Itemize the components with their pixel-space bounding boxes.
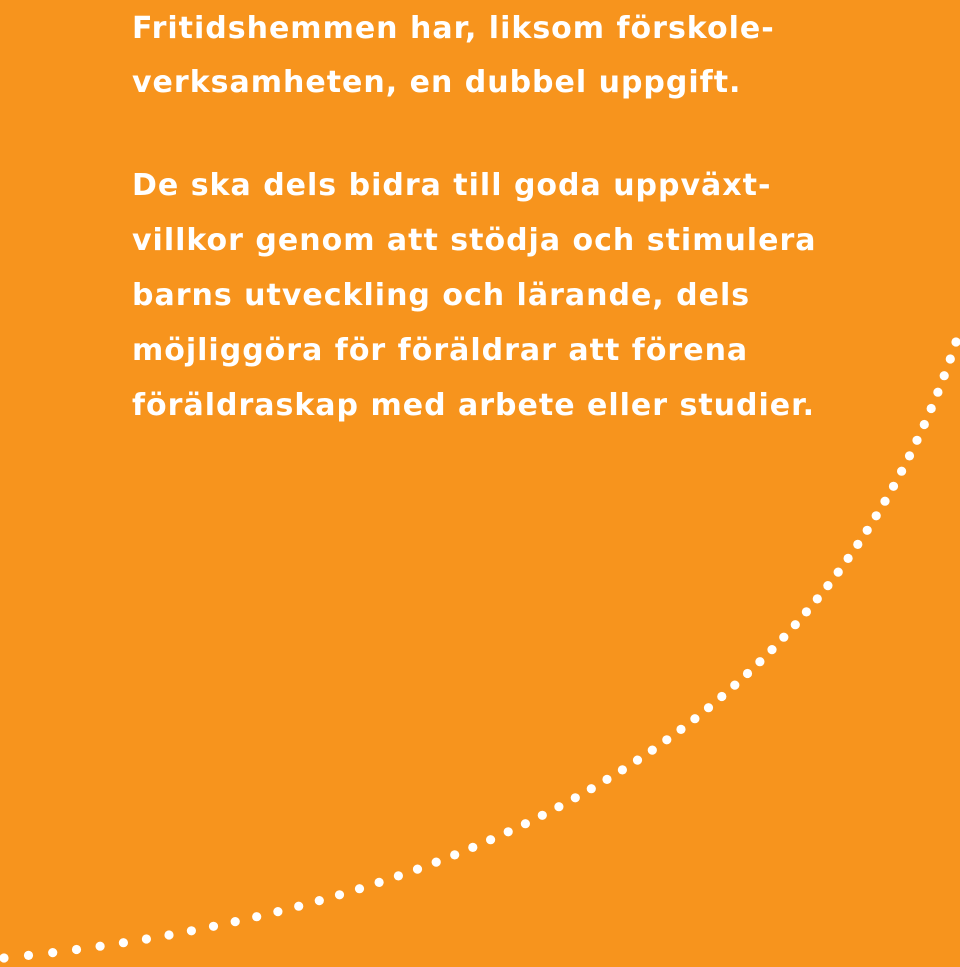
arc-dot xyxy=(0,953,9,962)
arc-dot xyxy=(791,620,800,629)
arc-dot xyxy=(554,802,563,811)
body-paragraph xyxy=(132,158,932,433)
arc-dot xyxy=(730,681,739,690)
arc-dot xyxy=(946,354,955,363)
arc-dot xyxy=(209,922,218,931)
arc-dot xyxy=(648,746,657,755)
arc-dot xyxy=(273,907,282,916)
arc-dot xyxy=(142,934,151,943)
arc-dot xyxy=(823,581,832,590)
arc-dot xyxy=(704,703,713,712)
arc-dot xyxy=(504,827,513,836)
arc-dot xyxy=(602,775,611,784)
arc-dot xyxy=(889,482,898,491)
arc-dot xyxy=(119,938,128,947)
arc-dot xyxy=(432,858,441,867)
arc-dot xyxy=(802,607,811,616)
arc-dot xyxy=(863,526,872,535)
intro-paragraph xyxy=(132,2,932,110)
arc-dot xyxy=(813,594,822,603)
arc-dot xyxy=(375,878,384,887)
arc-dot xyxy=(897,467,906,476)
arc-dot xyxy=(844,554,853,563)
arc-dot xyxy=(571,793,580,802)
body-line-3: barns utveckling och lärande, dels xyxy=(132,278,751,313)
arc-dot xyxy=(676,725,685,734)
arc-dot xyxy=(834,568,843,577)
arc-dot xyxy=(486,835,495,844)
arc-dot xyxy=(450,850,459,859)
arc-dot xyxy=(905,451,914,460)
arc-dot xyxy=(717,692,726,701)
arc-dot xyxy=(872,511,881,520)
body-line-1: De ska dels bidra till goda uppväxt- xyxy=(132,168,772,203)
arc-dot xyxy=(231,917,240,926)
arc-dot xyxy=(164,930,173,939)
intro-line-2: verksamheten, en dubbel uppgift. xyxy=(132,65,742,100)
arc-dot xyxy=(662,735,671,744)
arc-dot xyxy=(335,890,344,899)
arc-dot xyxy=(933,388,942,397)
intro-line-1: Fritidshemmen har, liksom förskole- xyxy=(132,11,775,46)
arc-dot xyxy=(355,884,364,893)
arc-dot xyxy=(690,714,699,723)
body-line-5: föräldraskap med arbete eller studier. xyxy=(132,388,816,423)
arc-dot xyxy=(538,811,547,820)
arc-dot xyxy=(394,871,403,880)
arc-dot xyxy=(315,896,324,905)
arc-dot xyxy=(24,951,33,960)
arc-dot xyxy=(853,540,862,549)
arc-dot xyxy=(618,765,627,774)
arc-dot xyxy=(633,756,642,765)
arc-dot xyxy=(940,371,949,380)
arc-dot xyxy=(48,948,57,957)
arc-dot xyxy=(912,436,921,445)
arc-dot xyxy=(779,633,788,642)
arc-dot xyxy=(743,669,752,678)
body-line-2: villkor genom att stödja och stimulera xyxy=(132,223,817,258)
arc-dot xyxy=(252,912,261,921)
arc-dot xyxy=(767,645,776,654)
arc-dot xyxy=(413,865,422,874)
arc-dot xyxy=(951,337,960,346)
arc-dot xyxy=(72,945,81,954)
arc-dot xyxy=(755,657,764,666)
arc-dot xyxy=(521,819,530,828)
arc-dot xyxy=(468,843,477,852)
body-line-4: möjliggöra för föräldrar att förena xyxy=(132,333,749,368)
arc-dot xyxy=(587,784,596,793)
arc-dot xyxy=(187,926,196,935)
arc-dot xyxy=(880,497,889,506)
arc-dot xyxy=(294,902,303,911)
arc-dot xyxy=(96,942,105,951)
